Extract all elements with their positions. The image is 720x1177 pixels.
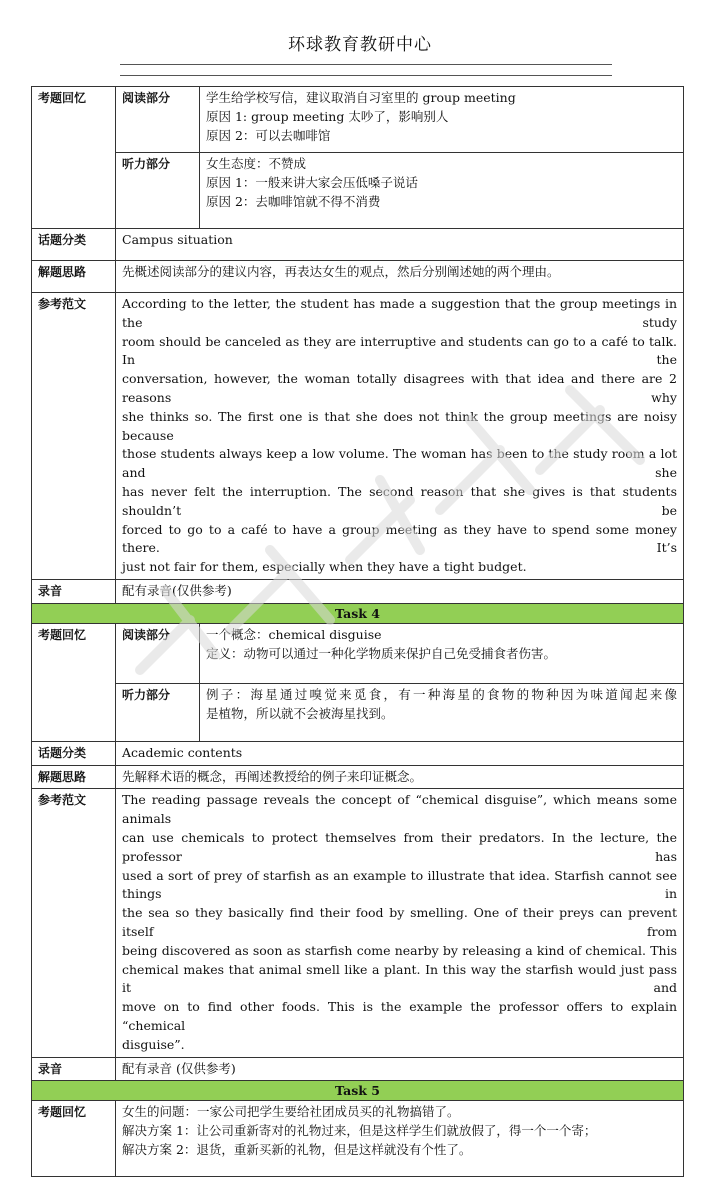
essay-line: the sea so they basically find their food by smelling. One of their preys can prevent itself from [122, 905, 677, 939]
text-line: 是植物，所以就不会被海星找到。 [206, 705, 394, 721]
essay-line: used a sort of prey of starfish as an example to illustrate that idea. Starfish cannot see things in [122, 867, 677, 902]
listening-content [200, 683, 684, 741]
text-line: 原因 2：可以去咖啡馆 [206, 127, 331, 143]
text-line: 解决方案 2：退货，重新买新的礼物，但是这样就没有个性了。 [122, 1141, 472, 1157]
text-line: 解决方案 1：让公司重新寄对的礼物过来，但是这样学生们就放假了，得一个一个寄； [122, 1123, 597, 1139]
sample-essay [116, 293, 684, 580]
essay-line: she thinks so. The first one is that she does not think the group meetings are noisy because [122, 408, 677, 443]
task-4-heading: Task 4 [32, 603, 684, 623]
header-rule [120, 64, 612, 65]
essay-line: According to the letter, the student has made a suggestion that the group meetings in the study [122, 296, 677, 330]
header-rule [120, 75, 612, 76]
text-line: 原因 2：去咖啡馆就不得不消费 [206, 193, 381, 209]
task-5-heading: Task 5 [32, 1081, 684, 1101]
text-line: 女生态度：不赞成 [206, 156, 307, 171]
reading-content [200, 623, 684, 683]
essay-line: can use chemicals to protect themselves from their predators. In the lecture, the professor has [122, 829, 677, 864]
essay-line: The reading passage reveals the concept of “chemical disguise”, which means some animals [122, 792, 677, 827]
recall-content [116, 1101, 684, 1177]
text-line: 学生给学校写信，建议取消自习室里的 group meeting [206, 90, 516, 105]
topic-label: 话题分类 [32, 229, 116, 261]
essay-line: chemical makes that animal smell like a plant. In this way the starfish would just pass it and [122, 961, 677, 996]
topic-label: 话题分类 [32, 741, 116, 765]
text-line: 例子：海星通过嗅觉来觅食，有一种海星的食物的物种因为味道闻起来像 [206, 686, 677, 702]
topic-content: Academic contents [116, 741, 684, 765]
reading-label: 阅读部分 [116, 623, 200, 683]
essay-line: being discovered as soon as starfish come nearby by releasing a kind of chemical. This [122, 942, 677, 958]
approach-content: 先概述阅读部分的建议内容，再表达女生的观点，然后分别阐述她的两个理由。 [116, 261, 684, 293]
essay-line: just not fair for them, especially when they have a tight budget. [122, 559, 527, 575]
essay-line: those students always keep a low volume. The woman has been to the study room a lot and she [122, 446, 677, 481]
text-line: 原因 1：一般来讲大家会压低嗓子说话 [206, 174, 418, 190]
reading-label: 阅读部分 [116, 87, 200, 153]
listening-label: 听力部分 [116, 683, 200, 741]
recall-label: 考题回忆 [32, 623, 116, 741]
page-title: 环球教育教研中心 [288, 35, 432, 55]
audio-label: 录音 [32, 1057, 116, 1081]
audio-note[interactable]: 配有录音(仅供参考) [116, 579, 684, 603]
reading-content [200, 87, 684, 153]
essay-line: forced to go to a café to have a group meeting as they have to spend some money there. It’s [122, 521, 677, 556]
sample-essay [116, 789, 684, 1057]
text-line: 原因 1: group meeting 太吵了，影响别人 [206, 108, 449, 124]
approach-label: 解题思路 [32, 261, 116, 293]
recall-label: 考题回忆 [32, 1101, 116, 1177]
essay-line: disguise”. [122, 1036, 185, 1052]
listening-content [200, 153, 684, 229]
essay-line: room should be canceled as they are interruptive and students can go to a café to talk. In the [122, 333, 677, 368]
text-line: 定义：动物可以通过一种化学物质来保护自己免受捕食者伤害。 [206, 645, 557, 661]
essay-line: conversation, however, the woman totally disagrees with that idea and there are 2 reasons why [122, 371, 677, 405]
exam-table [31, 86, 684, 1177]
approach-label: 解题思路 [32, 765, 116, 789]
listening-label: 听力部分 [116, 153, 200, 229]
audio-note[interactable]: 配有录音 (仅供参考) [116, 1057, 684, 1081]
recall-label: 考题回忆 [32, 87, 116, 229]
essay-line: has never felt the interruption. The second reason that she gives is that students shouldn’t be [122, 483, 677, 518]
audio-label: 录音 [32, 579, 116, 603]
approach-content: 先解释术语的概念，再阐述教授给的例子来印证概念。 [116, 765, 684, 789]
sample-label: 参考范文 [32, 293, 116, 580]
sample-label: 参考范文 [32, 789, 116, 1057]
text-line: 一个概念：chemical disguise [206, 626, 382, 642]
topic-content: Campus situation [116, 229, 684, 261]
essay-line: move on to find other foods. This is the example the professor offers to explain “chemical [122, 999, 677, 1033]
text-line: 女生的问题：一家公司把学生要给社团成员买的礼物搞错了。 [122, 1104, 460, 1120]
